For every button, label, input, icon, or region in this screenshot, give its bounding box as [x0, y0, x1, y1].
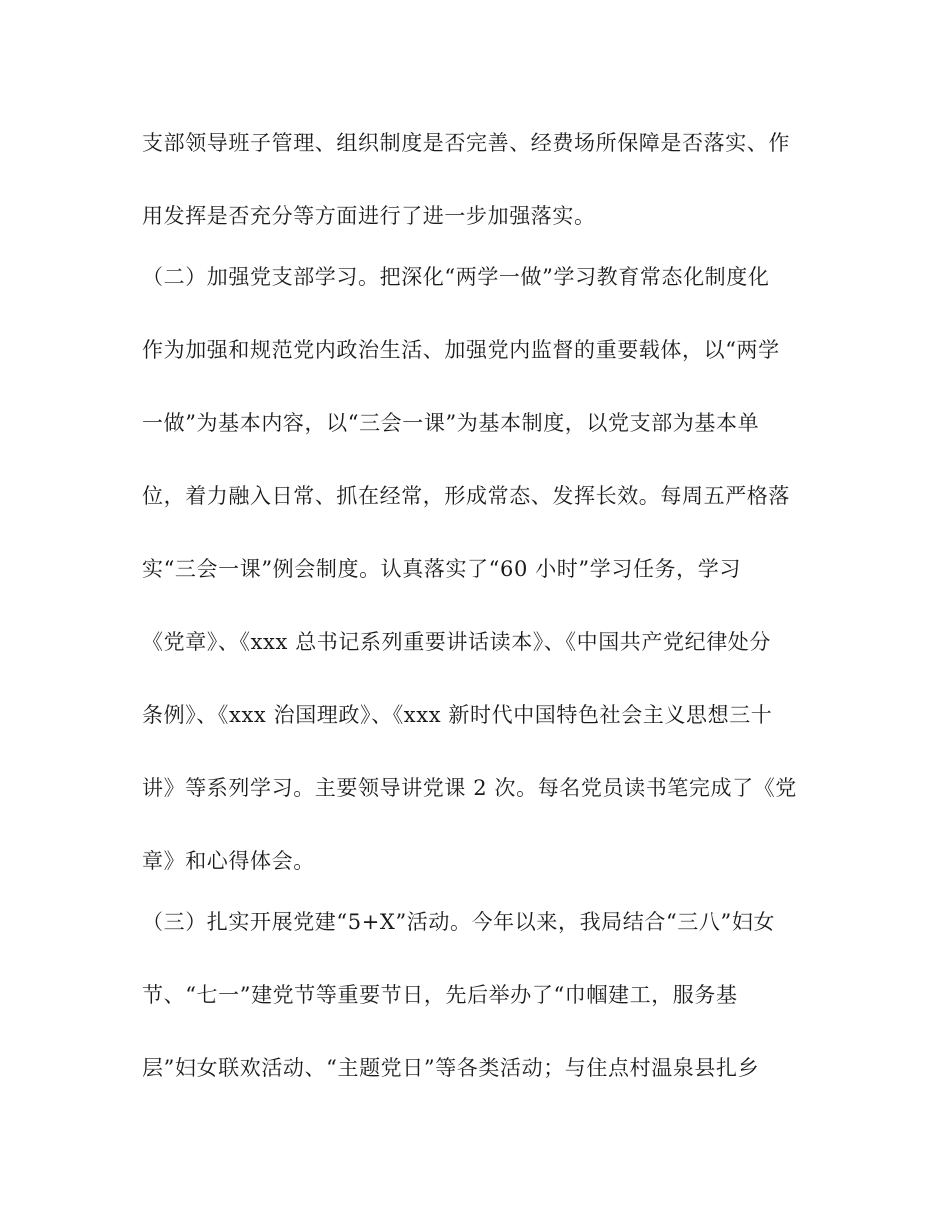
text-line: （三）扎实开展党建“5+X”活动。今年以来，我局结合“三八”妇女 — [142, 910, 776, 934]
text-line: 《党章》、《xxx 总书记系列重要讲话读本》、《中国共产党纪律处分 — [142, 630, 772, 654]
text-line: 条例》、《xxx 治国理政》、《xxx 新时代中国特色社会主义思想三十 — [142, 703, 773, 727]
text-line: 实“三会一课”例会制度。认真落实了“60 小时”学习任务，学习 — [142, 557, 741, 581]
text-line: 作为加强和规范党内政治生活、加强党内监督的重要载体，以“两学 — [142, 338, 780, 362]
text-line: 章》和心得体会。 — [142, 849, 315, 873]
text-line: 支部领导班子管理、组织制度是否完善、经费场所保障是否落实、作 — [142, 131, 790, 155]
text-line: 用发挥是否充分等方面进行了进一步加强落实。 — [142, 204, 596, 228]
text-line: 层”妇女联欢活动、“主题党日”等各类活动；与住点村温泉县扎乡 — [142, 1056, 760, 1080]
text-line: 一做”为基本内容，以“三会一课”为基本制度，以党支部为基本单 — [142, 411, 760, 435]
text-line: 讲》等系列学习。主要领导讲党课 2 次。每名党员读书笔完成了《党 — [142, 776, 797, 800]
text-line: （二）加强党支部学习。把深化“两学一做”学习教育常态化制度化 — [142, 265, 770, 289]
text-line: 位，着力融入日常、抓在经常，形成常态、发挥长效。每周五严格落 — [142, 484, 790, 508]
text-line: 节、“七一”建党节等重要节日，先后举办了“巾帼建工，服务基 — [142, 983, 738, 1007]
